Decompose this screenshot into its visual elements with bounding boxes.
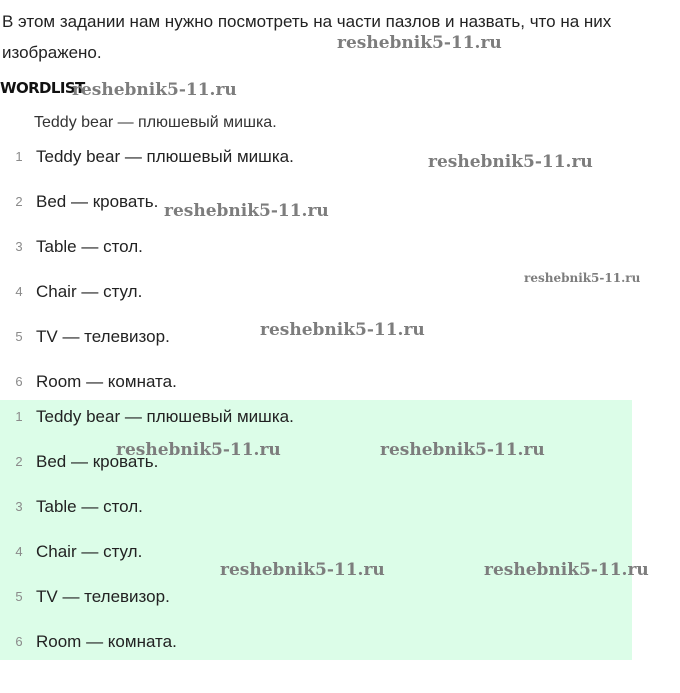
watermark: reshebnik5-11.ru [72,80,237,100]
list-item [0,226,640,271]
list-item [0,486,640,531]
list-item-number: 3 [15,239,23,254]
watermark: reshebnik5-11.ru [524,271,641,285]
list-item-text: Table — стол. [36,237,143,256]
intro-line-2: изображено. [2,43,102,62]
watermark: reshebnik5-11.ru [380,440,545,460]
list-item-text: Bed — кровать. [36,452,159,471]
list-item-text: TV — телевизор. [36,327,170,346]
list-item-number: 4 [15,544,23,559]
watermark: reshebnik5-11.ru [164,201,329,221]
watermark: reshebnik5-11.ru [484,560,649,580]
list-item-text: Room — комната. [36,372,177,391]
watermark: reshebnik5-11.ru [116,440,281,460]
list-item-text: Teddy bear — плюшевый мишка. [36,147,294,166]
watermark: reshebnik5-11.ru [220,560,385,580]
list-item-text: Room — комната. [36,632,177,651]
list-item-text: Chair — стул. [36,542,143,561]
list-item-number: 2 [15,454,23,469]
watermark: reshebnik5-11.ru [428,152,593,172]
list-item-number: 1 [15,149,23,164]
list-item-number: 3 [15,499,23,514]
wordlist-heading: WORDLIST [0,79,85,97]
list-item-number: 4 [15,284,23,299]
watermark: reshebnik5-11.ru [337,33,502,53]
clipped-list-item [34,114,284,136]
list-item-text: TV — телевизор. [36,587,170,606]
list-item-number: 5 [15,329,23,344]
wordlist-highlighted [0,396,640,666]
list-item-number: 6 [15,634,23,649]
list-item-number: 5 [15,589,23,604]
list-item-text: Teddy bear — плюшевый мишка. [36,407,294,426]
list-item-text: Bed — кровать. [36,192,159,211]
list-item [0,396,640,441]
list-item-text: Chair — стул. [36,282,143,301]
list-item-number: 2 [15,194,23,209]
list-item [0,576,640,621]
list-item-number: 6 [15,374,23,389]
intro-line-1: В этом задании нам нужно посмотреть на части пазлов и назвать, что на них [2,12,612,31]
list-item-number: 1 [15,409,23,424]
list-item [0,621,640,666]
list-item-text: Table — стол. [36,497,143,516]
watermark: reshebnik5-11.ru [260,320,425,340]
clipped-list-item-text: Teddy bear — плюшевый мишка. [34,114,277,131]
